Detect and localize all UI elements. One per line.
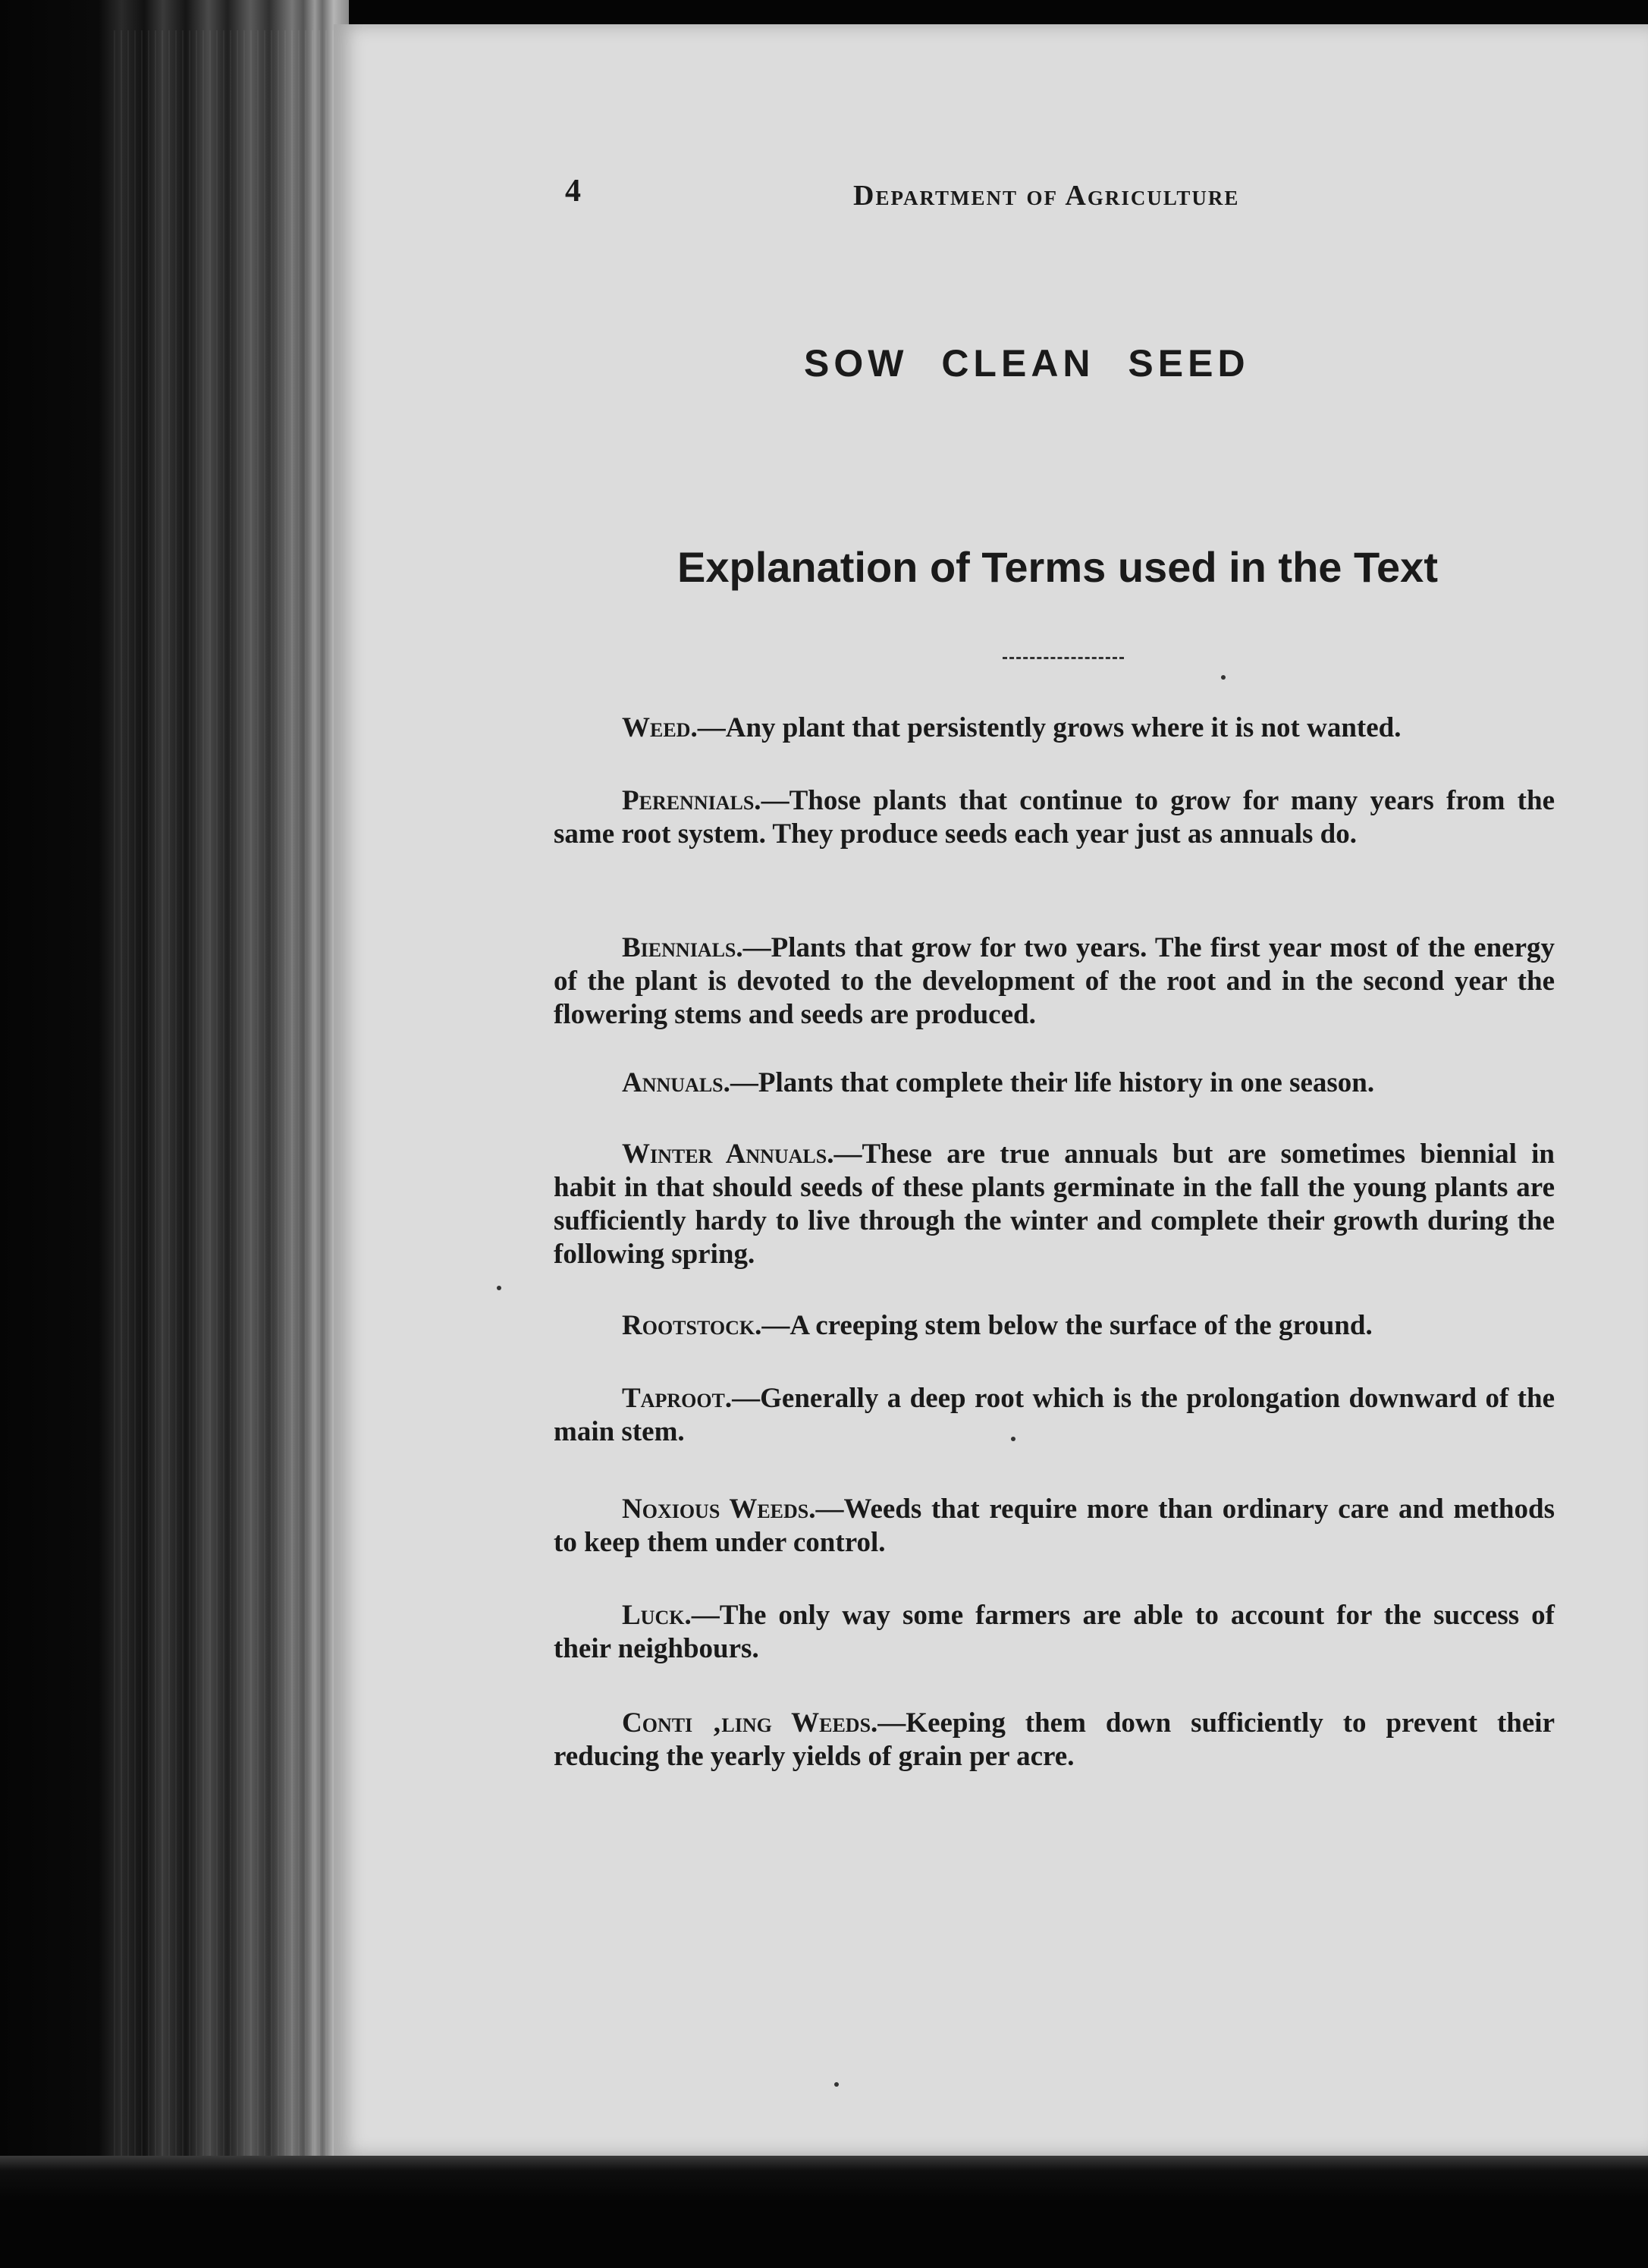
term-winter-annuals [554, 1138, 1555, 1271]
term-definition: —Plants that grow for two years. The first year most of the energy of the plant is devoted to the development of the root and in the second year the flowering stems and seeds are produced. [554, 932, 1555, 1030]
term-name: Noxious Weeds. [622, 1494, 816, 1525]
term-definition: —The only way some farmers are able to account for the success of their neighbours. [554, 1600, 1555, 1664]
term-name: Luck. [622, 1600, 692, 1631]
term-name: Taproot. [622, 1383, 733, 1414]
term-definition: —These are true annuals but are sometimes biennial in habit in that should seeds of these plants germinate in the fall the young plants are sufficiently hardy to live through the winter and complete their growth during the following spring. [554, 1139, 1555, 1270]
term-definition: —Any plant that persistently grows where it is not wanted. [697, 712, 1402, 743]
term-definition: —A creeping stem below the surface of the ground. [761, 1310, 1373, 1341]
term-rootstock [554, 1309, 1555, 1343]
term-definition: —Plants that complete their life history in one season. [730, 1067, 1375, 1098]
term-name: Biennials. [622, 932, 743, 963]
term-definition: —Keeping them down sufficiently to prevent their reducing the yearly yields of grain per acre. [554, 1707, 1555, 1772]
term-name: Rootstock. [622, 1310, 762, 1341]
term-name: Conti ‚ling Weeds. [622, 1707, 878, 1739]
term-name: Perennials. [622, 785, 761, 816]
spine-texture [114, 30, 341, 2169]
term-luck [554, 1599, 1555, 1666]
term-biennials [554, 931, 1555, 1032]
term-noxious-weeds [554, 1493, 1555, 1560]
term-annuals [554, 1066, 1555, 1100]
page-number: 4 [565, 174, 581, 209]
running-head: Department of Agriculture [853, 180, 1240, 212]
term-controlling-weeds [554, 1707, 1555, 1773]
dashed-rule [1003, 657, 1124, 659]
main-heading: SOW CLEAN SEED [804, 342, 1250, 385]
term-weed [554, 711, 1555, 745]
sub-heading: Explanation of Terms used in the Text [677, 543, 1438, 591]
term-name: Weed. [622, 712, 698, 743]
term-definition: —Weeds that require more than ordinary care and methods to keep them under control. [554, 1494, 1555, 1558]
term-definition: —Generally a deep root which is the prolongation downward of the main stem. [554, 1383, 1555, 1447]
term-definition: —Those plants that continue to grow for many years from the same root system. They produce seeds each year just as annuals do. [554, 785, 1555, 850]
page-bottom-edge [0, 2156, 1648, 2268]
term-taproot [554, 1382, 1555, 1449]
term-name: Annuals. [622, 1067, 730, 1098]
term-name: Winter Annuals. [622, 1139, 834, 1170]
term-perennials [554, 784, 1555, 851]
